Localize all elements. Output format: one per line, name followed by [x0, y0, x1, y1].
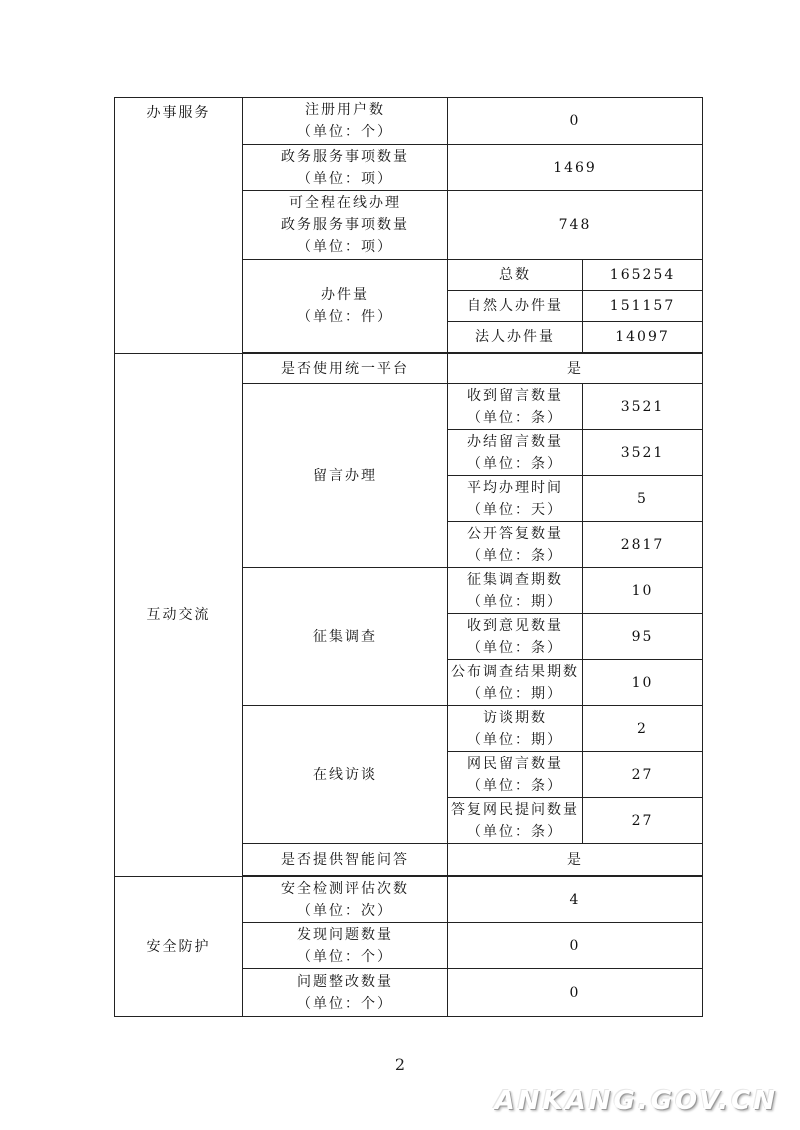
registered-users-value: 0: [448, 98, 703, 145]
page-number: 2: [394, 1055, 406, 1074]
interview-replies-label: 答复网民提问数量 （单位：条）: [448, 798, 583, 844]
interview-label: 在线访谈: [243, 706, 448, 844]
survey-label: 征集调查: [243, 568, 448, 706]
interview-periods-label: 访谈期数 （单位：期）: [448, 706, 583, 752]
issues-fixed-value: 0: [448, 969, 703, 1017]
issues-fixed-label: 问题整改数量 （单位：个）: [243, 969, 448, 1017]
messages-label: 留言办理: [243, 384, 448, 568]
category-service: 办事服务: [115, 98, 243, 354]
msg-handled-label: 办结留言数量 （单位：条）: [448, 430, 583, 476]
unified-platform-value: 是: [448, 354, 703, 384]
cases-label: 办件量 （单位：件）: [243, 260, 448, 353]
category-security: 安全防护: [115, 877, 243, 1017]
cases-natural-value: 151157: [583, 291, 703, 322]
cases-legal-value: 14097: [583, 322, 703, 353]
survey-periods-label: 征集调查期数 （单位：期）: [448, 568, 583, 614]
service-items-value: 1469: [448, 145, 703, 191]
msg-received-value: 3521: [583, 384, 703, 430]
online-items-label: 可全程在线办理 政务服务事项数量 （单位：项）: [243, 191, 448, 260]
msg-public-replies-label: 公开答复数量 （单位：条）: [448, 522, 583, 568]
survey-periods-value: 10: [583, 568, 703, 614]
cases-total-value: 165254: [583, 260, 703, 291]
msg-public-replies-value: 2817: [583, 522, 703, 568]
msg-avg-time-label: 平均办理时间 （单位：天）: [448, 476, 583, 522]
cases-total-label: 总数: [448, 260, 583, 291]
registered-users-label: 注册用户数 （单位：个）: [243, 98, 448, 145]
smart-qa-label: 是否提供智能问答: [243, 844, 448, 876]
msg-received-label: 收到留言数量 （单位：条）: [448, 384, 583, 430]
site-watermark: ANKANG.GOV.CN: [494, 1086, 778, 1116]
survey-results-value: 10: [583, 660, 703, 706]
assessments-label: 安全检测评估次数 （单位：次）: [243, 877, 448, 923]
cases-legal-label: 法人办件量: [448, 322, 583, 353]
cases-natural-label: 自然人办件量: [448, 291, 583, 322]
online-items-value: 748: [448, 191, 703, 260]
interview-netizen-msgs-value: 27: [583, 752, 703, 798]
msg-avg-time-value: 5: [583, 476, 703, 522]
interview-periods-value: 2: [583, 706, 703, 752]
survey-opinions-label: 收到意见数量 （单位：条）: [448, 614, 583, 660]
survey-results-label: 公布调查结果期数 （单位：期）: [448, 660, 583, 706]
survey-opinions-value: 95: [583, 614, 703, 660]
service-items-label: 政务服务事项数量 （单位：项）: [243, 145, 448, 191]
issues-found-value: 0: [448, 923, 703, 969]
stats-table: [114, 97, 703, 1017]
unified-platform-label: 是否使用统一平台: [243, 354, 448, 384]
msg-handled-value: 3521: [583, 430, 703, 476]
smart-qa-value: 是: [448, 844, 703, 876]
interview-replies-value: 27: [583, 798, 703, 844]
interview-netizen-msgs-label: 网民留言数量 （单位：条）: [448, 752, 583, 798]
issues-found-label: 发现问题数量 （单位：个）: [243, 923, 448, 969]
assessments-value: 4: [448, 877, 703, 923]
category-interaction: 互动交流: [115, 354, 243, 877]
